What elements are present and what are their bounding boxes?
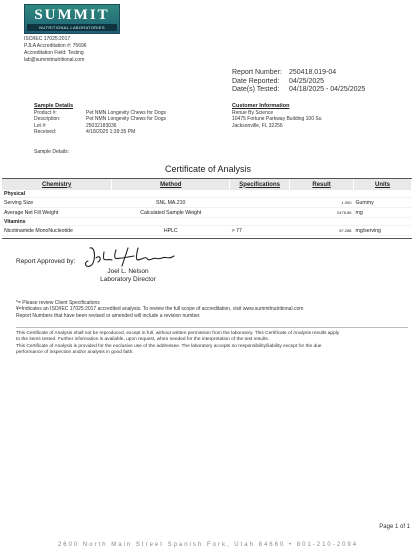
cell-chemistry: Nicotinamide MonoNucleotide (2, 226, 112, 236)
section-vitamins: Vitamins (2, 218, 412, 226)
section-row (2, 190, 412, 198)
report-number-label: Report Number: (232, 69, 282, 76)
cell-method: Calculated Sample Weight (112, 208, 230, 218)
date-tested-label: Date(s) Tested: (232, 86, 280, 93)
date-reported: 04/25/2025 (289, 77, 325, 85)
customer-info (232, 103, 322, 129)
col-method: Method (112, 179, 230, 190)
received-value: 4/18/2025 1:39:35 PM (86, 128, 136, 135)
disclaimer (16, 331, 412, 356)
notes (16, 300, 408, 319)
cell-result: 1.000 (290, 198, 354, 208)
lot-label: Lot #: (34, 122, 47, 129)
results-table-wrap (2, 178, 412, 239)
description-value: Pet NMN Longevity Chews for Dogs (86, 116, 167, 123)
page-number: Page 1 of 1 (379, 524, 410, 530)
cell-spec (230, 208, 290, 218)
accreditation-line: Accreditation Field: Testing (24, 50, 84, 56)
customer-name: Renue By Science (232, 110, 274, 116)
date-tested: 04/18/2025 - 04/25/2025 (289, 86, 366, 93)
disclaimer-line: This Certificate of Analysis is provided for the exclusive use of the addressee. The laboratory accepts no responsibility/liability except for the due (16, 343, 322, 349)
logo-tagline: NUTRITIONAL LABORATORIES (27, 24, 117, 31)
cell-chemistry: Serving Size (2, 198, 112, 208)
table-row (2, 226, 412, 236)
logo-name: SUMMIT (34, 7, 110, 23)
disclaimer-line: to the items tested. Further information is available, upon request, when needed for the interpretation of the test results. (16, 337, 270, 343)
company-logo (24, 4, 120, 34)
description-label: Description: (34, 116, 61, 123)
signature-text: Joel L. Nelson (82, 271, 89, 272)
cell-result: 2476.86 (290, 208, 354, 218)
footer-address: 2600 North Main Street Spanish Fork, Utah 84660 • 801-210-2094 (57, 542, 359, 548)
approver-name: Joel L. Nelson (107, 268, 149, 275)
accreditation-info (24, 36, 87, 64)
table-row (2, 198, 412, 208)
report-number: 250418.019-04 (289, 69, 337, 76)
report-info (232, 69, 412, 95)
note-line: ¥=Indicates an ISO/IEC 17025:2017 accredited analysis. To review the full scope of accreditation, visit www.summitnutritional.com (16, 306, 304, 313)
col-specifications: Specifications (230, 179, 290, 190)
lot-value: 25032183036 (86, 122, 117, 129)
section-physical: Physical (2, 190, 412, 198)
note-line: *= Please review Client Specifications (16, 300, 100, 306)
customer-address-1: 10475 Fortune Parkway Building 100 Su (232, 116, 322, 123)
sample-details (34, 103, 166, 135)
approver-role: Laboratory Director (100, 276, 156, 283)
lab-email: lab@summitnutritional.com (24, 57, 85, 63)
results-table (2, 179, 412, 236)
cell-spec (230, 198, 290, 208)
divider (16, 327, 408, 328)
received-label: Received: (34, 128, 57, 135)
customer-address-2: Jacksonville, FL 32256 (232, 122, 283, 129)
cell-method: SNL.MA.210 (112, 198, 230, 208)
product-value: Pet NMN Longevity Chews for Dogs (86, 110, 167, 116)
cell-method: HPLC (112, 226, 230, 236)
cell-units: mg (354, 208, 412, 218)
accreditation-line: ISO/IEC 17025:2017 (24, 36, 71, 42)
cell-spec: > 77 (230, 226, 290, 236)
product-label: Product #: (34, 110, 57, 116)
disclaimer-line: This Certificate of Analysis shall not be reproduced, except in full, without written permission from the laboratory. This Certificate of Analysis results apply (16, 331, 340, 336)
cell-chemistry: Average Net Fill Weight (2, 208, 112, 218)
approver-block (78, 268, 178, 284)
table-bottom-rule (2, 238, 412, 239)
cell-units: Gummy (354, 198, 412, 208)
note-line: Report Numbers that have been revised or amended will include a revision number. (16, 312, 201, 319)
disclaimer-line: performance of inspection and/or analysis in good faith. (16, 349, 134, 355)
cell-units: mg/serving (354, 226, 412, 236)
sample-details-heading: Sample Details (34, 103, 74, 109)
sample-details-label: Sample Details: (34, 149, 70, 155)
certificate-title: Certificate of Analysis (164, 164, 252, 174)
table-row (2, 208, 412, 218)
date-reported-label: Date Reported: (232, 77, 280, 85)
col-chemistry: Chemistry (2, 179, 112, 190)
col-units: Units (354, 179, 412, 190)
section-row (2, 218, 412, 226)
table-header-row (2, 179, 412, 190)
cell-result: 87.286 (290, 226, 354, 236)
accreditation-line: PJLA Accreditation #: 75696 (24, 43, 87, 49)
approved-by-label: Report Approved by: (16, 258, 76, 265)
col-result: Result (290, 179, 354, 190)
customer-heading: Customer Information (232, 103, 290, 109)
